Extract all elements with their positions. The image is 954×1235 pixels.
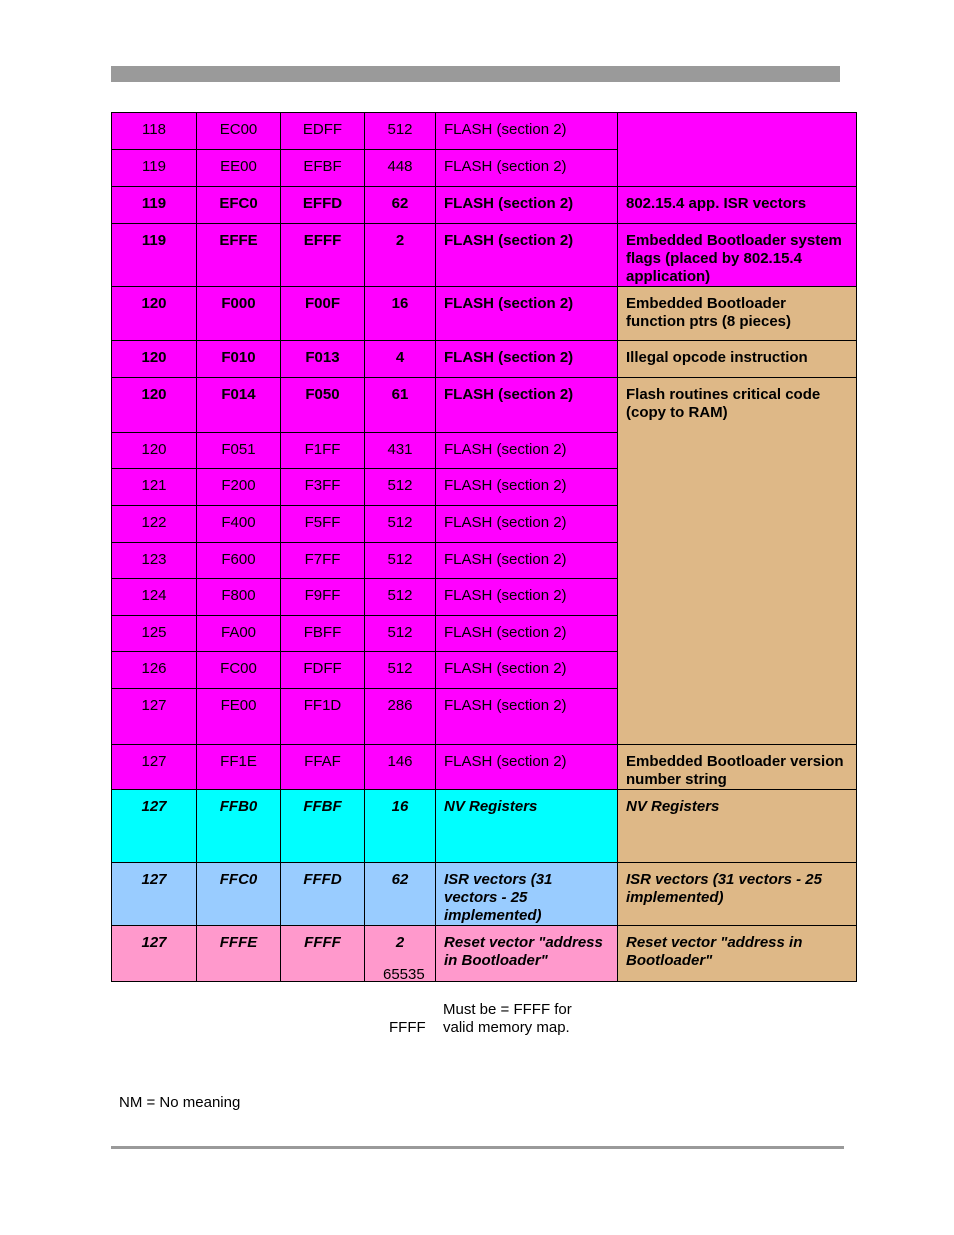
cell-comment: 802.15.4 app. ISR vectors	[618, 187, 857, 224]
table-row	[112, 341, 857, 378]
cell-end: F1FF	[281, 433, 365, 469]
cell-comment: Embedded Bootloader version number string	[618, 745, 857, 790]
cell-page: 127	[112, 790, 197, 863]
cell-page: 119	[112, 187, 197, 224]
table-row	[112, 863, 857, 926]
cell-start: F600	[197, 543, 281, 579]
cell-page: 127	[112, 863, 197, 926]
cell-region: FLASH (section 2)	[436, 113, 618, 150]
cell-page: 120	[112, 341, 197, 378]
cell-size: 512	[365, 616, 436, 652]
cell-region: FLASH (section 2)	[436, 287, 618, 341]
cell-end: EFFF	[281, 224, 365, 287]
cell-end: EFBF	[281, 150, 365, 187]
cell-page: 122	[112, 506, 197, 543]
cell-comment: Reset vector "address in Bootloader"	[618, 926, 857, 982]
cell-end: FFBF	[281, 790, 365, 863]
cell-end: F9FF	[281, 579, 365, 616]
nm-legend: NM = No meaning	[119, 1094, 241, 1111]
cell-start: F000	[197, 287, 281, 341]
cell-comment: ISR vectors (31 vectors - 25 implemented)	[618, 863, 857, 926]
cell-size: 448	[365, 150, 436, 187]
cell-comment	[618, 113, 857, 187]
header-rule	[111, 66, 840, 82]
cell-end: FBFF	[281, 616, 365, 652]
table-row	[112, 287, 857, 341]
total-size-note: 65535	[383, 966, 425, 983]
cell-page: 120	[112, 378, 197, 433]
cell-size: 16	[365, 287, 436, 341]
cell-start: FA00	[197, 616, 281, 652]
cell-start: FFFE	[197, 926, 281, 982]
cell-start: F014	[197, 378, 281, 433]
cell-end: F050	[281, 378, 365, 433]
cell-start: EE00	[197, 150, 281, 187]
cell-size: 4	[365, 341, 436, 378]
cell-end: F7FF	[281, 543, 365, 579]
cell-page: 124	[112, 579, 197, 616]
cell-start: F400	[197, 506, 281, 543]
cell-comment: NV Registers	[618, 790, 857, 863]
cell-size: 16	[365, 790, 436, 863]
cell-size: 512	[365, 543, 436, 579]
cell-start: FE00	[197, 689, 281, 745]
table-row	[112, 224, 857, 287]
cell-size: 2	[365, 224, 436, 287]
memory-map-table	[111, 112, 857, 982]
cell-end: FF1D	[281, 689, 365, 745]
cell-start: EFFE	[197, 224, 281, 287]
table-row	[112, 745, 857, 790]
cell-comment: Flash routines critical code (copy to RAM)	[618, 378, 857, 745]
table-row	[112, 187, 857, 224]
cell-end: F00F	[281, 287, 365, 341]
cell-comment: Illegal opcode instruction	[618, 341, 857, 378]
cell-size: 62	[365, 863, 436, 926]
cell-region: FLASH (section 2)	[436, 187, 618, 224]
ffff-note: FFFF	[389, 1019, 426, 1036]
cell-region: FLASH (section 2)	[436, 616, 618, 652]
cell-page: 127	[112, 689, 197, 745]
cell-region: FLASH (section 2)	[436, 378, 618, 433]
cell-region: FLASH (section 2)	[436, 652, 618, 689]
cell-start: FFB0	[197, 790, 281, 863]
cell-size: 512	[365, 113, 436, 150]
cell-page: 126	[112, 652, 197, 689]
cell-size: 286	[365, 689, 436, 745]
cell-size: 512	[365, 579, 436, 616]
cell-page: 120	[112, 433, 197, 469]
table-row	[112, 113, 857, 150]
cell-region: FLASH (section 2)	[436, 224, 618, 287]
footer-rule	[111, 1146, 844, 1149]
cell-start: FFC0	[197, 863, 281, 926]
cell-size: 512	[365, 652, 436, 689]
cell-region: FLASH (section 2)	[436, 543, 618, 579]
cell-start: EFC0	[197, 187, 281, 224]
cell-start: F800	[197, 579, 281, 616]
cell-start: F200	[197, 469, 281, 506]
table-row	[112, 926, 857, 982]
cell-region: FLASH (section 2)	[436, 150, 618, 187]
cell-page: 125	[112, 616, 197, 652]
cell-region: FLASH (section 2)	[436, 341, 618, 378]
cell-end: F013	[281, 341, 365, 378]
cell-start: F051	[197, 433, 281, 469]
cell-region: FLASH (section 2)	[436, 469, 618, 506]
cell-region: FLASH (section 2)	[436, 506, 618, 543]
cell-end: FFFF	[281, 926, 365, 982]
cell-end: FFFD	[281, 863, 365, 926]
cell-end: EDFF	[281, 113, 365, 150]
cell-comment: Embedded Bootloader system flags (placed by 802.15.4 application)	[618, 224, 857, 287]
cell-end: FDFF	[281, 652, 365, 689]
table-row	[112, 378, 857, 433]
cell-page: 118	[112, 113, 197, 150]
cell-start: EC00	[197, 113, 281, 150]
cell-size: 512	[365, 506, 436, 543]
cell-page: 127	[112, 926, 197, 982]
cell-end: EFFD	[281, 187, 365, 224]
cell-size: 512	[365, 469, 436, 506]
cell-region: FLASH (section 2)	[436, 745, 618, 790]
cell-region: FLASH (section 2)	[436, 579, 618, 616]
cell-size: 146	[365, 745, 436, 790]
cell-page: 120	[112, 287, 197, 341]
cell-page: 119	[112, 224, 197, 287]
cell-region: NV Registers	[436, 790, 618, 863]
cell-start: F010	[197, 341, 281, 378]
table-row	[112, 790, 857, 863]
cell-region: ISR vectors (31 vectors - 25 implemented)	[436, 863, 618, 926]
cell-start: FF1E	[197, 745, 281, 790]
cell-end: FFAF	[281, 745, 365, 790]
cell-end: F3FF	[281, 469, 365, 506]
cell-page: 123	[112, 543, 197, 579]
cell-page: 119	[112, 150, 197, 187]
cell-comment: Embedded Bootloader function ptrs (8 pieces)	[618, 287, 857, 341]
cell-page: 127	[112, 745, 197, 790]
cell-region: FLASH (section 2)	[436, 689, 618, 745]
cell-end: F5FF	[281, 506, 365, 543]
cell-size: 431	[365, 433, 436, 469]
cell-size: 62	[365, 187, 436, 224]
cell-page: 121	[112, 469, 197, 506]
cell-region: FLASH (section 2)	[436, 433, 618, 469]
cell-start: FC00	[197, 652, 281, 689]
must-be-note: Must be = FFFF for valid memory map.	[443, 1001, 572, 1036]
cell-size: 61	[365, 378, 436, 433]
cell-size: 2	[365, 926, 436, 982]
cell-region: Reset vector "address in Bootloader"	[436, 926, 618, 982]
